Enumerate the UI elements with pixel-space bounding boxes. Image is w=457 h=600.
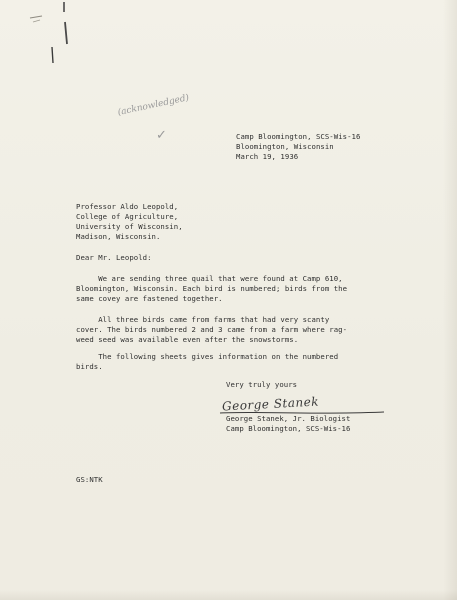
paper-edge-shadow — [443, 0, 457, 600]
header-city: Bloomington, Wisconsin — [236, 142, 334, 151]
body-line: same covey are fastened together. — [76, 294, 223, 303]
staple-marks — [0, 0, 90, 80]
pencil-annotation: (acknowledged) — [116, 93, 191, 118]
check-mark-icon: ✓ — [156, 128, 167, 143]
recipient-line: Madison, Wisconsin. — [76, 232, 161, 241]
paper-bottom-shadow — [0, 590, 457, 600]
body-line: birds. — [76, 362, 103, 371]
body-line: All three birds came from farms that had very scanty — [76, 315, 330, 324]
recipient-line: Professor Aldo Leopold, — [76, 202, 179, 211]
header-camp: Camp Bloomington, SCS-Wis-16 — [236, 132, 361, 141]
salutation: Dear Mr. Leopold: — [76, 253, 152, 262]
signer-name: George Stanek, Jr. Biologist — [226, 414, 351, 423]
typist-initials: GS:NTK — [76, 475, 103, 484]
body-line: weed seed was available even after the snowstorms. — [76, 335, 299, 344]
handwritten-signature: George Stanek — [221, 394, 320, 414]
body-line: We are sending three quail that were found at Camp 610, — [76, 274, 343, 283]
valediction: Very truly yours — [226, 380, 298, 389]
signer-camp: Camp Bloomington, SCS-Wis-16 — [226, 424, 351, 433]
recipient-line: College of Agriculture, — [76, 212, 179, 221]
body-line: The following sheets gives information on the numbered — [76, 352, 339, 361]
recipient-line: University of Wisconsin, — [76, 222, 183, 231]
header-date: March 19, 1936 — [236, 152, 299, 161]
body-line: cover. The birds numbered 2 and 3 came from a farm where rag- — [76, 325, 348, 334]
body-line: Bloomington, Wisconsin. Each bird is numbered; birds from the — [76, 284, 348, 293]
